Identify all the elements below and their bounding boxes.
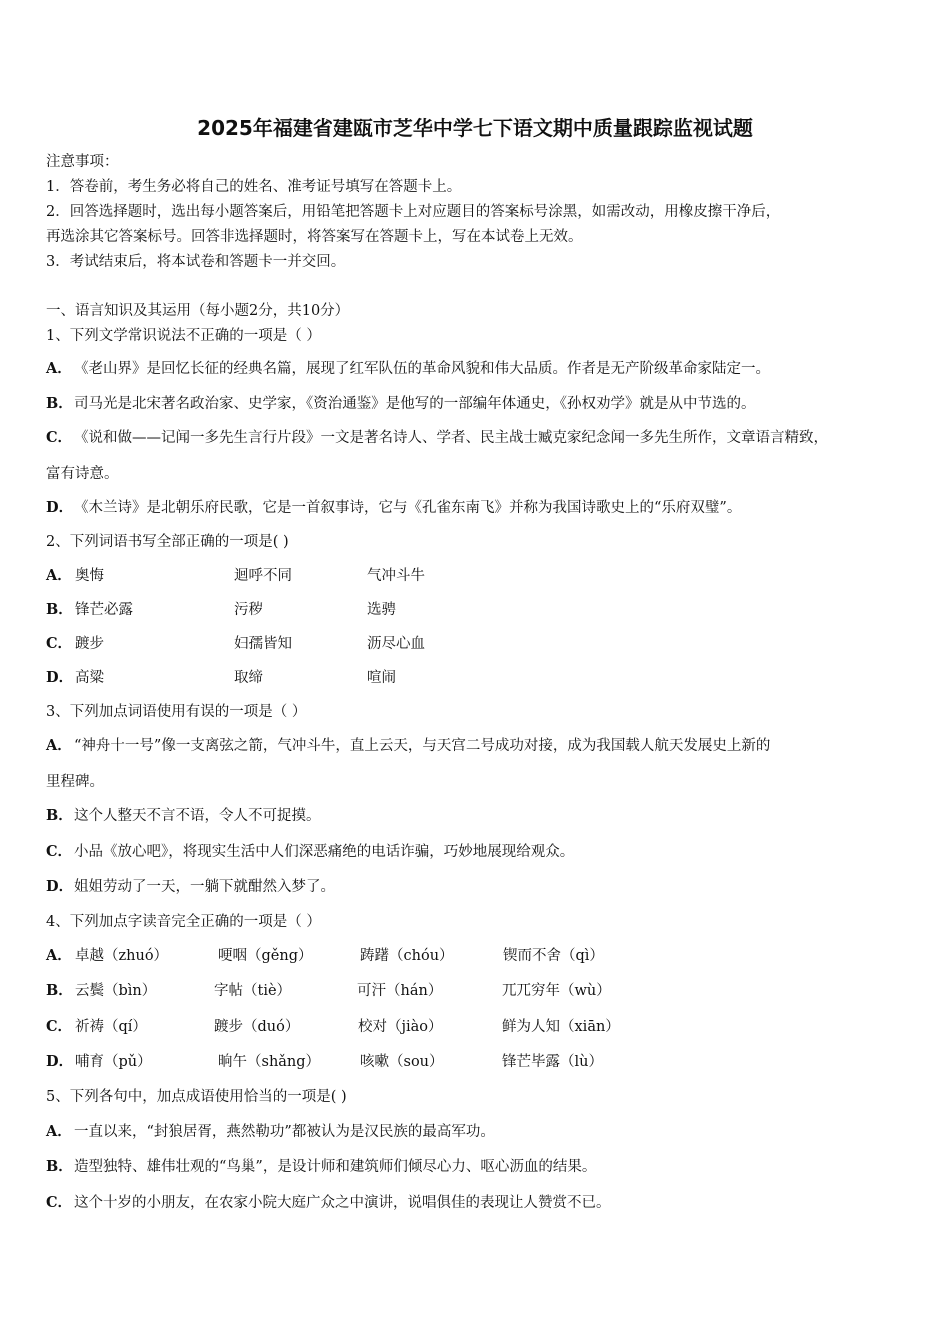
q3-option-c-label: C． bbox=[46, 843, 73, 860]
q5-option-b-label: B． bbox=[46, 1158, 73, 1175]
q1-option-c bbox=[46, 428, 828, 448]
q2-d-label: D． bbox=[46, 669, 74, 686]
q2-b-word-3: 选骋 bbox=[367, 602, 396, 618]
q3-option-d-label: D． bbox=[46, 878, 74, 895]
q3-option-b-text: 这个人整天不言不语，令人不可捉摸。 bbox=[74, 808, 321, 824]
q3-option-a bbox=[46, 736, 770, 756]
q3-option-c-text: 小品《放心吧》，将现实生活中人们深恶痛绝的电话诈骗，巧妙地展现给观众。 bbox=[74, 844, 575, 860]
q3-option-a-cont: 里程碑。 bbox=[46, 774, 104, 790]
q4-b-item-3: 可汗（hán） bbox=[357, 983, 443, 999]
q3-option-d bbox=[46, 877, 335, 897]
q4-a-item-1: 卓越（zhuó） bbox=[75, 948, 169, 964]
q1-option-a bbox=[46, 359, 770, 379]
q3-option-c bbox=[46, 842, 574, 862]
q4-a-item-4: 锲而不舍（qì） bbox=[503, 948, 604, 964]
q4-c-item-3: 校对（jiào） bbox=[358, 1019, 443, 1035]
q4-d-item-1: 哺育（pǔ） bbox=[75, 1054, 152, 1070]
q5-option-c-text: 这个十岁的小朋友，在农家小院大庭广众之中演讲，说唱俱佳的表现让人赞赏不已。 bbox=[74, 1195, 611, 1211]
q5-option-b-text: 造型独特、雄伟壮观的“鸟巢”，是设计师和建筑师们倾尽心力、呕心沥血的结果。 bbox=[74, 1159, 597, 1175]
q3-option-a-text: “神舟十一号”像一支离弦之箭，气冲斗牛，直上云天，与天宫二号成功对接，成为我国载人航天发展史上新的 bbox=[74, 738, 771, 754]
q3-option-b bbox=[46, 806, 321, 826]
q4-d-item-3: 咳嗽（sou） bbox=[360, 1054, 444, 1070]
q2-a-word-2: 迴呼不同 bbox=[234, 568, 292, 584]
q4-b-item-1: 云鬓（bìn） bbox=[75, 983, 157, 999]
q2-b-word-2: 污秽 bbox=[234, 602, 263, 618]
notice-item-3: 3．考试结束后，将本试卷和答题卡一并交回。 bbox=[46, 254, 346, 270]
q4-b-item-4: 兀兀穷年（wù） bbox=[502, 983, 611, 999]
q3-stem: 3、下列加点词语使用有误的一项是（ ） bbox=[46, 704, 307, 720]
q1-option-c-text: 《说和做——记闻一多先生言行片段》一文是著名诗人、学者、民主战士臧克家纪念闻一多先生所作，文章语言精致， bbox=[74, 430, 828, 446]
section-heading: 一、语言知识及其运用（每小题2分，共10分） bbox=[46, 303, 350, 319]
notice-item-1: 1．答卷前，考生务必将自己的姓名、准考证号填写在答题卡上。 bbox=[46, 179, 462, 195]
q1-stem: 1、下列文学常识说法不正确的一项是（ ） bbox=[46, 328, 321, 344]
q2-c-word-2: 妇孺皆知 bbox=[234, 636, 292, 652]
notice-heading: 注意事项： bbox=[46, 154, 119, 170]
q5-option-a-label: A． bbox=[46, 1123, 72, 1140]
q2-d-word-1: 高粱 bbox=[75, 670, 104, 686]
q1-option-b bbox=[46, 394, 756, 414]
q1-option-a-label: A． bbox=[46, 360, 72, 377]
q4-d-item-2: 晌午（shǎng） bbox=[218, 1054, 321, 1070]
q1-option-d-text: 《木兰诗》是北朝乐府民歌，它是一首叙事诗，它与《孔雀东南飞》并称为我国诗歌史上的“乐府双璧”。 bbox=[74, 500, 742, 516]
q2-a-label: A． bbox=[46, 567, 72, 584]
q2-b-label: B． bbox=[46, 601, 73, 618]
notice-item-2b: 再选涂其它答案标号。回答非选择题时，将答案写在答题卡上，写在本试卷上无效。 bbox=[46, 229, 583, 245]
q1-option-c-cont: 富有诗意。 bbox=[46, 466, 119, 482]
q2-b-word-1: 锋芒必露 bbox=[75, 602, 133, 618]
q4-c-item-2: 踱步（duó） bbox=[214, 1019, 300, 1035]
q5-option-a bbox=[46, 1122, 495, 1142]
q4-b-item-2: 字帖（tiè） bbox=[214, 983, 292, 999]
q5-option-c bbox=[46, 1193, 611, 1213]
q1-option-c-label: C． bbox=[46, 429, 73, 446]
q4-c-item-4: 鲜为人知（xiān） bbox=[502, 1019, 620, 1035]
q2-stem: 2、下列词语书写全部正确的一项是( ) bbox=[46, 534, 289, 550]
q2-d-word-2: 取缔 bbox=[234, 670, 263, 686]
q2-a-word-3: 气冲斗牛 bbox=[367, 568, 425, 584]
q1-option-d-label: D． bbox=[46, 499, 74, 516]
q2-c-label: C． bbox=[46, 635, 73, 652]
q4-a-item-2: 哽咽（gěng） bbox=[218, 948, 313, 964]
q3-option-b-label: B． bbox=[46, 807, 73, 824]
q3-option-d-text: 姐姐劳动了一天，一躺下就酣然入梦了。 bbox=[74, 879, 335, 895]
q4-a-label: A． bbox=[46, 947, 72, 964]
q3-option-a-label: A． bbox=[46, 737, 72, 754]
q1-option-a-text: 《老山界》是回忆长征的经典名篇，展现了红军队伍的革命风貌和伟大品质。作者是无产阶级革命家陆定一。 bbox=[74, 361, 770, 377]
q5-option-a-text: 一直以来，“封狼居胥，燕然勒功”都被认为是汉民族的最高军功。 bbox=[74, 1124, 495, 1140]
q4-c-label: C． bbox=[46, 1018, 73, 1035]
q4-c-item-1: 祈祷（qí） bbox=[75, 1019, 147, 1035]
q1-option-b-label: B． bbox=[46, 395, 73, 412]
q2-c-word-1: 踱步 bbox=[75, 636, 104, 652]
q5-stem: 5、下列各句中，加点成语使用恰当的一项是( ) bbox=[46, 1089, 347, 1105]
q4-b-label: B． bbox=[46, 982, 73, 999]
q2-a-word-1: 奥悔 bbox=[75, 568, 104, 584]
q5-option-b bbox=[46, 1157, 596, 1177]
q4-d-label: D． bbox=[46, 1053, 74, 1070]
notice-item-2a: 2．回答选择题时，选出每小题答案后，用铅笔把答题卡上对应题目的答案标号涂黑，如需改动，用橡皮擦干净后， bbox=[46, 204, 781, 220]
q1-option-b-text: 司马光是北宋著名政治家、史学家，《资治通鉴》是他写的一部编年体通史，《孙权劝学》就是从中节选的。 bbox=[74, 396, 756, 412]
page-title: 2025年福建省建瓯市芝华中学七下语文期中质量跟踪监视试题 bbox=[197, 116, 753, 140]
q2-d-word-3: 喧闹 bbox=[367, 670, 396, 686]
q1-option-d bbox=[46, 498, 741, 518]
q4-a-item-3: 踌躇（chóu） bbox=[360, 948, 454, 964]
q5-option-c-label: C． bbox=[46, 1194, 73, 1211]
q4-d-item-4: 锋芒毕露（lù） bbox=[502, 1054, 603, 1070]
q2-c-word-3: 沥尽心血 bbox=[367, 636, 425, 652]
q4-stem: 4、下列加点字读音完全正确的一项是（ ） bbox=[46, 914, 321, 930]
